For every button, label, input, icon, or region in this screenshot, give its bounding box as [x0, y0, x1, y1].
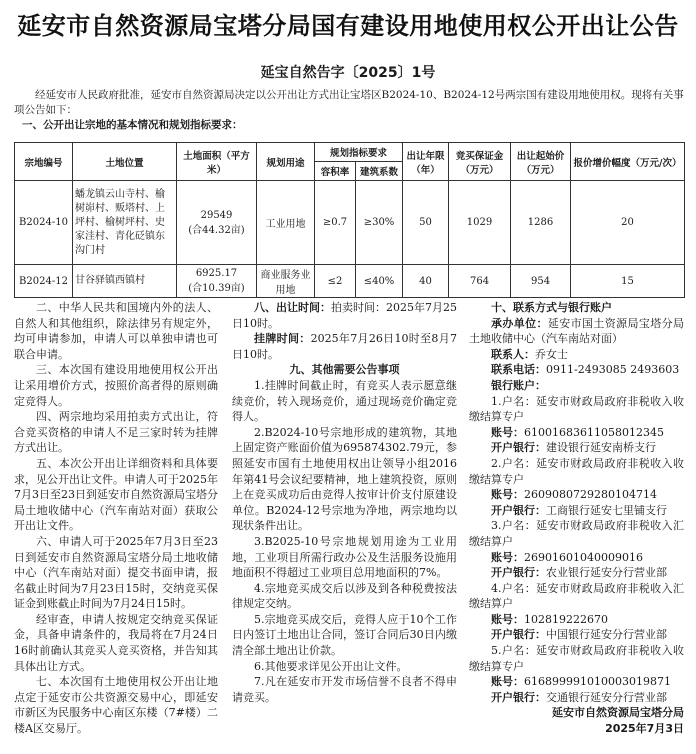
bank-label: 开户银行： [491, 690, 546, 704]
section-9-item-5: 5.宗地竞买成交后，竞得人应于10个工作日内签订土地出让合同，签订合同后30日内缴清全部土地出让价款。 [232, 612, 457, 658]
header-increment: 报价增价幅度（万元/次） [571, 143, 685, 181]
account-number-label: 账号： [491, 675, 524, 689]
header-term: 出让年限（年） [403, 143, 449, 181]
account-3-name: 3.户名：延安市财政局政府非税收入汇缴结算户 [469, 519, 684, 548]
bank-label: 开户银行： [491, 566, 546, 580]
header-deposit: 竞买保证金（万元） [449, 143, 511, 181]
header-plan-indicators: 规划指标要求 [315, 143, 403, 162]
area-value: 29549 [200, 209, 233, 221]
table-row [15, 181, 685, 265]
cell-start-price: 954 [511, 265, 571, 298]
cell-use: 工业用地 [257, 181, 315, 265]
header-far: 容积率 [315, 162, 356, 181]
section-5: 五、本次公开出让详细资料和具体要求，见公开出让文件。申请人可于2025年7月3日至23日到延安市自然资源局宝塔分局土地收储中心（汽车南站对面）获取公开出让文件。 [14, 456, 218, 533]
cell-term: 50 [403, 181, 449, 265]
account-number-value: 616899991010003019871 [524, 675, 671, 689]
section-9-item-2: 2.B2024-10号宗地形成的建筑物，其地上固定资产账面价值为695874302.79元，参照延安市国有土地使用权出让领导小组2016年第41号会议纪要精神，地上建筑投资，原则上在竞买成功后由竞得人按审计价支付原建设单位。B2024-12号宗地为净地，两宗地均以现状条件出让。 [232, 425, 457, 533]
area-mu: (合10.39亩) [188, 283, 245, 294]
contact-phone [469, 362, 684, 378]
account-4-name: 4.户名：延安市财政局政府非税收入汇缴结算户 [469, 581, 684, 611]
cell-deposit: 764 [449, 265, 511, 298]
bank-value: 工商银行延安七里铺支行 [546, 503, 667, 517]
body-columns [14, 300, 684, 750]
section1-heading: 一、公开出让宗地的基本情况和规划指标要求： [22, 119, 243, 131]
contact-unit-value: 延安市国土资源局宝塔分局土地收储中心（汽车南站对面） [469, 316, 684, 346]
header-start-price: 出让起始价（万元） [511, 143, 571, 181]
contact-person [469, 347, 684, 363]
header-location: 土地位置 [73, 143, 177, 181]
section-6: 六、申请人可于2025年7月3日至23日到延安市自然资源局宝塔分局土地收储中心（汽车南站对面）提交书面申请，报名截止时间为7月23日15时，交纳竞买保证金到账截止时间为7月24日15时。 [14, 534, 218, 611]
listing-time-line [232, 331, 457, 362]
account-number-label: 账号： [491, 612, 524, 626]
account-1-number [469, 425, 684, 441]
column-middle [232, 300, 457, 705]
account-4-bank [469, 627, 684, 643]
section-9-item-4: 4.宗地竞买成交后以涉及到各种税费按法律规定交纳。 [232, 581, 457, 611]
bank-value: 交通银行延安分行营业部 [546, 690, 667, 704]
area-value: 6925.17 [195, 268, 238, 279]
cell-deposit: 1029 [449, 181, 511, 265]
account-number-label: 账号： [491, 425, 524, 439]
intro-paragraph: 经延安市人民政府批准，延安市自然资源局决定以公开出让方式出让宝塔区B2024-10、B2024-12号两宗国有建设用地使用权。现将有关事项公告如下： [14, 89, 684, 116]
page-title: 延安市自然资源局宝塔分局国有建设用地使用权公开出让公告 [17, 12, 679, 40]
account-number-value: 2609080729280104714 [524, 488, 657, 502]
section-2: 二、中华人民共和国境内外的法人、自然人和其他组织，除法律另有规定外，均可申请参加，申请人可以单独申请也可联合申请。 [14, 301, 218, 361]
header-parcel-no: 宗地编号 [15, 143, 73, 181]
contact-person-label: 联系人： [491, 347, 535, 361]
section-7: 七、本次国有土地使用权公开出让地点定于延安市公共资源交易中心，即延安市新区为民服务中心南区东楼（7#楼）二楼A区交易厅。 [14, 675, 218, 736]
contact-unit-label: 承办单位： [491, 316, 548, 330]
cell-increment: 20 [571, 181, 685, 265]
account-number-label: 账号： [491, 550, 524, 564]
contact-unit [469, 316, 684, 347]
cell-parcel-no: B2024-12 [15, 265, 73, 298]
cell-use: 商业服务业用地 [257, 265, 315, 298]
phone-label: 联系电话： [491, 363, 546, 377]
section-8-label: 八、出让时间： [254, 301, 331, 314]
phone-value: 0911-2493085 2493603 [546, 363, 680, 377]
header-area: 土地面积（平方米） [177, 143, 257, 181]
bank-value: 中国银行延安分行营业部 [546, 628, 667, 642]
cell-far: ≤2 [315, 265, 356, 298]
header-use: 规划用途 [257, 143, 315, 181]
column-right [469, 300, 684, 737]
table-header-row [15, 143, 685, 162]
section-3: 三、本次国有建设用地使用权公开出让采用增价方式，按照价高者得的原则确定竞得人。 [14, 363, 218, 408]
cell-location: 甘谷驿镇西镇村 [73, 265, 177, 298]
bank-value: 农业银行延安分行营业部 [546, 566, 667, 580]
cell-area [177, 181, 257, 265]
account-2-name: 2.户名：延安市财政局政府非税收入收缴结算专户 [469, 456, 684, 486]
account-1-bank [469, 440, 684, 456]
signature-org: 延安市自然资源局宝塔分局 [552, 706, 684, 720]
cell-far: ≥0.7 [315, 181, 356, 265]
account-5-name: 5.户名：延安市财政局政府非税收入收缴结算专户 [469, 644, 684, 673]
account-number-label: 账号： [491, 488, 524, 502]
bank-heading: 银行账户： [491, 378, 546, 392]
area-mu: (合44.32亩) [188, 224, 245, 236]
bank-label: 开户银行： [491, 628, 546, 642]
section-9-item-3: 3.B2025-10号宗地规划用途为工业用地，工业项目所需行政办公及生活服务设施用地面积不得超过工业项目总用地面积的7%。 [232, 534, 457, 580]
section-10-heading: 十、联系方式与银行账户 [491, 301, 612, 314]
column-left [14, 300, 218, 737]
contact-person-value: 乔女士 [535, 347, 568, 361]
account-3-bank [469, 565, 684, 581]
cell-parcel-no: B2024-10 [15, 181, 73, 265]
section-4: 四、两宗地均采用拍卖方式出让，符合竞买资格的申请人不足三家时转为挂牌方式出让。 [14, 410, 218, 455]
listing-time: 2025年7月26日10时至8月7日10时。 [232, 332, 458, 361]
section-6-review: 经审查，申请人按规定交纳竞买保证金，具备申请条件的，我局将在7月24日16时前确认其竞买人竞买资格，并告知其具体出让方式。 [14, 612, 218, 673]
table-row [15, 265, 685, 298]
intro-section [14, 88, 684, 133]
parcel-table [14, 142, 685, 298]
document-number: 延宝自然告字〔2025〕1号 [260, 65, 436, 81]
cell-area [177, 265, 257, 298]
account-4-number [469, 612, 684, 628]
section-9-item-6: 6.其他要求详见公开出让文件。 [254, 659, 408, 673]
section-9-heading: 九、其他需要公告事项 [289, 363, 400, 377]
account-number-value: 102819222670 [524, 612, 608, 626]
header-density: 建筑系数 [356, 162, 403, 181]
cell-density: ≥30% [356, 181, 403, 265]
section-8 [232, 300, 457, 331]
bank-label: 开户银行： [491, 503, 546, 517]
signature-date: 2025年7月3日 [605, 722, 684, 736]
bank-label: 开户银行： [491, 441, 546, 455]
section-9-item-7: 7.凡在延安市开发市场信誉不良者不得申请竞买。 [232, 675, 457, 704]
auction-time: 拍卖时间：2025年7月25日10时。 [232, 301, 457, 330]
cell-increment: 15 [571, 265, 685, 298]
cell-start-price: 1286 [511, 181, 571, 265]
cell-location: 蟠龙镇云山寺村、榆树峁村、贩塔村、上坪村、榆树坪村、史家洼村、青化砭镇东沟门村 [73, 181, 177, 265]
account-number-value: 26901601040009016 [524, 550, 643, 564]
cell-term: 40 [403, 265, 449, 298]
bank-value: 建设银行延安南桥支行 [546, 441, 656, 455]
account-5-number [469, 674, 684, 690]
account-5-bank [469, 690, 684, 706]
account-3-number [469, 550, 684, 566]
account-2-number [469, 487, 684, 503]
listing-time-label: 挂牌时间： [254, 332, 311, 346]
account-number-value: 61001683611058012345 [524, 425, 664, 439]
account-1-name: 1.户名：延安市财政局政府非税收入收缴结算专户 [469, 394, 684, 424]
cell-density: ≤40% [356, 265, 403, 298]
section-9-item-1: 1.挂牌时间截止时，有竞买人表示愿意继续竞价，转入现场竞价，通过现场竞价确定竞得人。 [232, 378, 457, 424]
account-2-bank [469, 503, 684, 519]
